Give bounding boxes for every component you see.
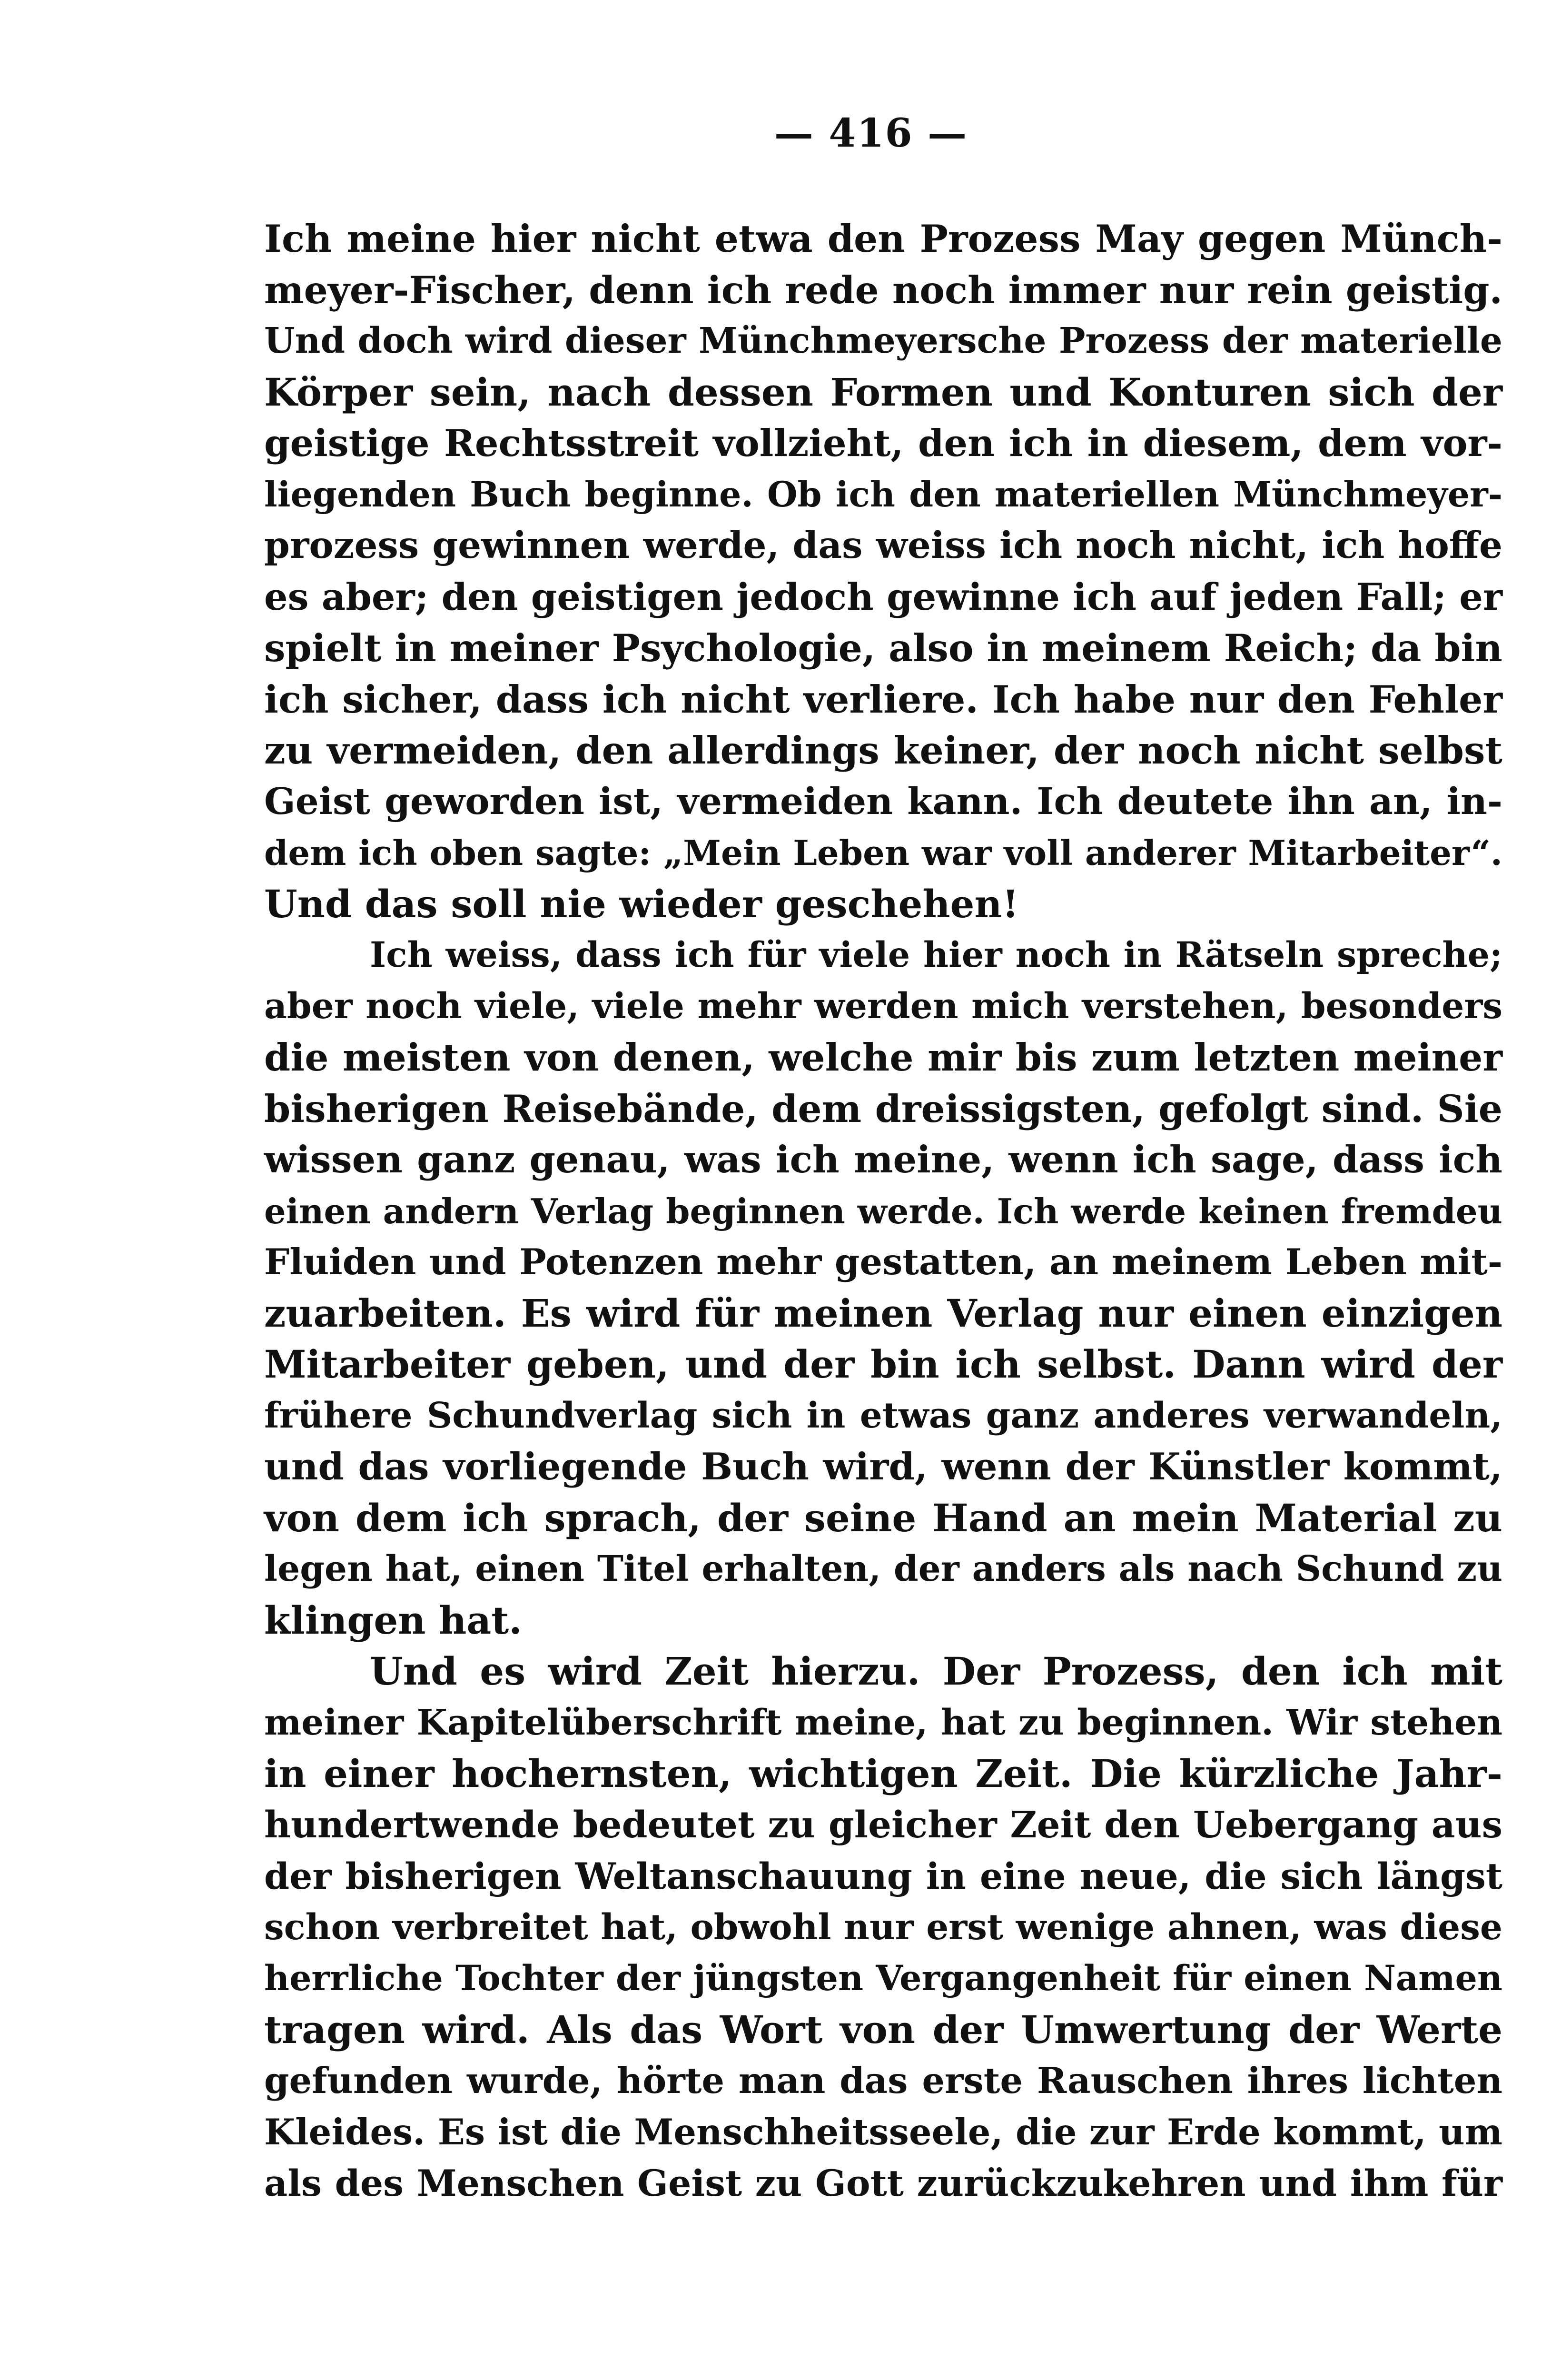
text-line: aber noch viele, viele mehr werden mich verstehen, besonders	[264, 985, 1502, 1027]
text-line: meiner Kapitelüberschrift meine, hat zu beginnen. Wir stehen	[264, 1702, 1502, 1743]
text-line: schon verbreitet hat, obwohl nur erst wenige ahnen, was diese	[264, 1906, 1502, 1948]
text-line: als des Menschen Geist zu Gott zurückzukehren und ihm für	[264, 2162, 1502, 2204]
text-line: ich sicher, dass ich nicht verliere. Ich habe nur den Fehler	[264, 677, 1502, 722]
text-line: hundertwende bedeutet zu gleicher Zeit den Uebergang aus	[264, 1803, 1502, 1846]
paragraph-2	[264, 930, 1502, 1646]
text-line: die meisten von denen, welche mir bis zum letzten meiner	[264, 1035, 1502, 1080]
text-line: dem ich oben sagte: „Mein Leben war voll anderer Mitarbeiter“.	[264, 833, 1502, 873]
text-line: geistige Rechtsstreit vollzieht, den ich in diesem, dem vor-	[264, 422, 1502, 465]
paragraph-3	[264, 1646, 1502, 2209]
body-text	[264, 213, 1502, 2209]
text-line: es aber; den geistigen jedoch gewinne ich auf jeden Fall; er	[264, 575, 1502, 619]
text-line: und das vorliegende Buch wird, wenn der Künstler kommt,	[264, 1445, 1502, 1488]
text-line: klingen hat.	[264, 1597, 523, 1643]
text-line: Körper sein, nach dessen Formen und Konturen sich der	[264, 369, 1502, 415]
text-line: Und doch wird dieser Münchmeyersche Prozess der materielle	[264, 320, 1502, 361]
text-line: bisherigen Reisebände, dem dreissigsten, gefolgt sind. Sie	[264, 1086, 1502, 1131]
text-line: meyer-Fischer, denn ich rede noch immer nur rein geistig.	[264, 268, 1502, 312]
text-line: spielt in meiner Psychologie, also in meinem Reich; da bin	[264, 626, 1502, 670]
text-line: von dem ich sprach, der seine Hand an mein Material zu	[264, 1495, 1502, 1540]
text-line: Und das soll nie wieder geschehen!	[264, 881, 1019, 926]
text-line: zuarbeiten. Es wird für meinen Verlag nur einen einzigen	[264, 1290, 1502, 1336]
text-line: Und es wird Zeit hierzu. Der Prozess, den ich mit	[370, 1649, 1502, 1694]
text-line: legen hat, einen Titel erhalten, der anders als nach Schund zu	[264, 1548, 1502, 1589]
text-line: einen andern Verlag beginnen werde. Ich werde keinen fremdeu	[264, 1190, 1502, 1231]
text-line: Geist geworden ist, vermeiden kann. Ich deutete ihn an, in-	[264, 780, 1502, 823]
text-line: wissen ganz genau, was ich meine, wenn ich sage, dass ich	[264, 1138, 1502, 1181]
text-line: Fluiden und Potenzen mehr gestatten, an meinem Leben mit-	[264, 1241, 1502, 1283]
text-line: Ich weiss, dass ich für viele hier noch in Rätseln spreche;	[370, 934, 1502, 975]
text-line: prozess gewinnen werde, das weiss ich noch nicht, ich hoffe	[264, 524, 1502, 567]
text-line: gefunden wurde, hörte man das erste Rauschen ihres lichten	[264, 2060, 1502, 2102]
page-number: — 416 —	[774, 110, 968, 156]
text-line: Ich meine hier nicht etwa den Prozess May gegen Münch-	[264, 217, 1502, 261]
paragraph-1	[264, 213, 1502, 930]
text-line: zu vermeiden, den allerdings keiner, der noch nicht selbst	[264, 728, 1502, 773]
text-line: Kleides. Es ist die Menschheitsseele, die zur Erde kommt, um	[264, 2111, 1502, 2153]
text-line: herrliche Tochter der jüngsten Vergangenheit für einen Namen	[264, 1958, 1502, 1999]
text-line: der bisherigen Weltanschauung in eine neue, die sich längst	[264, 1855, 1502, 1897]
text-line: frühere Schundverlag sich in etwas ganz anderes verwandeln,	[264, 1395, 1502, 1436]
text-line: liegenden Buch beginne. Ob ich den materiellen Münchmeyer-	[264, 474, 1502, 515]
text-line: Mitarbeiter geben, und der bin ich selbst. Dann wird der	[264, 1342, 1502, 1387]
text-line: tragen wird. Als das Wort von der Umwertung der Werte	[264, 2007, 1502, 2052]
text-line: in einer hochernsten, wichtigen Zeit. Die kürzliche Jahr-	[264, 1751, 1502, 1796]
